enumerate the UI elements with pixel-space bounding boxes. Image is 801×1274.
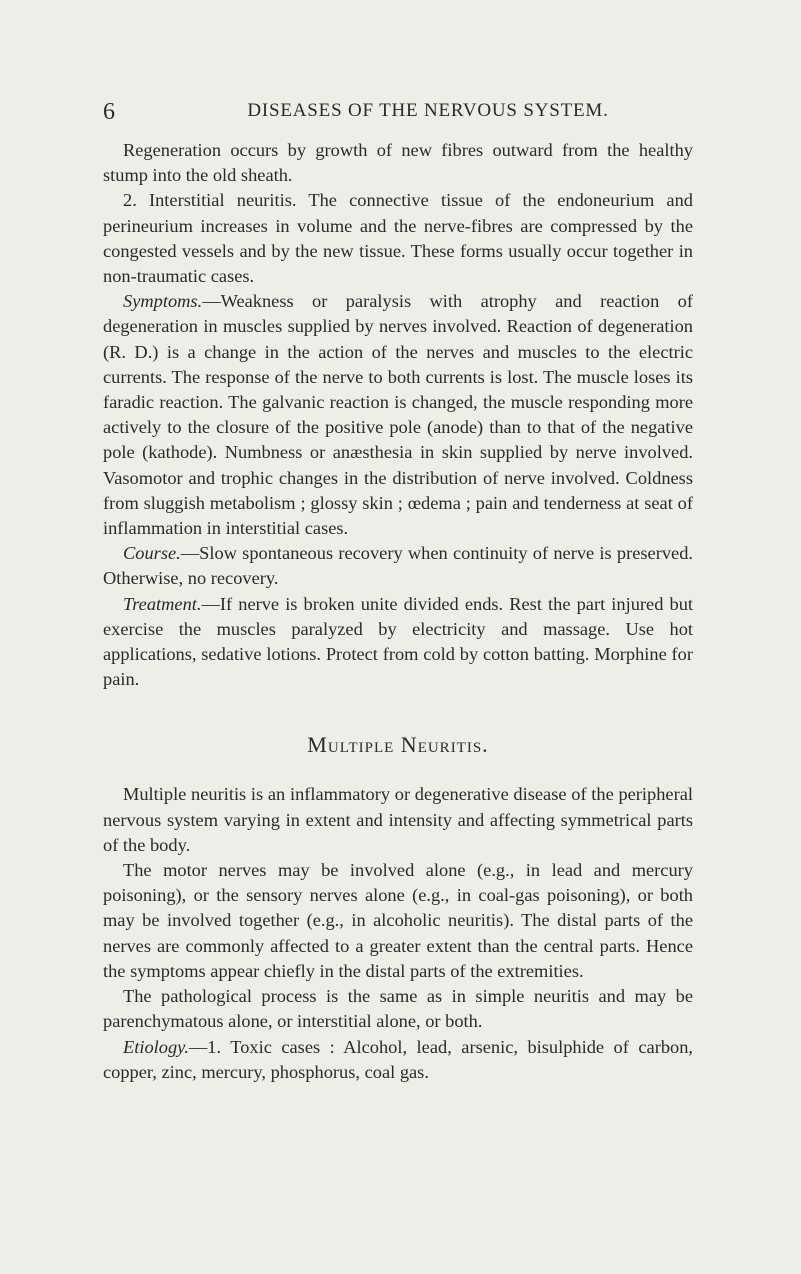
paragraph: [103, 1035, 693, 1085]
paragraph-text: —Slow spontaneous recovery when continuity of nerve is preserved. Otherwise, no recovery.: [103, 543, 693, 589]
paragraph-text: 2. Interstitial neuritis. The connective tissue of the endoneurium and perineurium increases in volume and the nerve-fibres are compressed by the congested vessels and by the new tissue. These forms usually occur together in non-traumatic cases.: [103, 190, 693, 287]
paragraph: [103, 782, 693, 858]
section-heading: Multiple Neuritis.: [307, 732, 489, 758]
paragraph-lead: Course.: [123, 543, 181, 564]
paragraph: [103, 858, 693, 984]
body-text: [103, 138, 693, 1085]
paragraph-text: The motor nerves may be involved alone (e.g., in lead and mercury poisoning), or the sensory nerves alone (e.g., in coal-gas poisoning), or both may be involved together (e.g., in alcoholic neuritis). The distal parts of the nerves are commonly affected to a greater extent than the central parts. Hence the symptoms appear chiefly in the distal parts of the extremities.: [103, 860, 693, 981]
running-header: [0, 99, 801, 133]
paragraph: [103, 138, 693, 188]
paragraph-text: The pathological process is the same as in simple neuritis and may be parenchymatous alone, or interstitial alone, or both.: [103, 986, 693, 1032]
paragraph-text: Multiple neuritis is an inflammatory or degenerative disease of the peripheral nervous system varying in extent and intensity and affecting symmetrical parts of the body.: [103, 784, 693, 855]
paragraph-lead: Etiology.: [123, 1036, 189, 1057]
paragraph-text: Regeneration occurs by growth of new fibres outward from the healthy stump into the old sheath.: [103, 140, 693, 186]
paragraph: [103, 592, 693, 693]
paragraph: [103, 984, 693, 1034]
paragraph-text: —1. Toxic cases : Alcohol, lead, arsenic, bisulphide of carbon, copper, zinc, mercury, phosphorus, coal gas.: [103, 1036, 693, 1082]
paragraph-text: —Weakness or paralysis with atrophy and reaction of degeneration in muscles supplied by nerves involved. Reaction of degeneration (R. D.) is a change in the action of the nerves and muscles to the electric currents. The response of the nerve to both currents is lost. The muscle loses its faradic reaction. The galvanic reaction is changed, the muscle responding more actively to the closure of the positive pole (anode) than to that of the negative pole (kathode). Numbness or anæsthesia in skin supplied by nerve involved. Vasomotor and trophic changes in the distribution of nerve involved. Coldness from sluggish metabolism ; glossy skin ; œdema ; pain and tenderness at seat of inflammation in interstitial cases.: [103, 291, 693, 539]
paragraph-lead: Symptoms.: [123, 291, 203, 312]
paragraph: [103, 541, 693, 591]
paragraph: [103, 188, 693, 289]
running-title: DISEASES OF THE NERVOUS SYSTEM.: [247, 100, 609, 121]
paragraph-lead: Treatment.: [123, 593, 202, 614]
page-number: 6: [103, 99, 116, 125]
paragraph: [103, 289, 693, 541]
paragraph-text: —If nerve is broken unite divided ends. Rest the part injured but exercise the muscles paralyzed by electricity and massage. Use hot applications, sedative lotions. Protect from cold by cotton batting. Morphine for pain.: [103, 593, 693, 690]
